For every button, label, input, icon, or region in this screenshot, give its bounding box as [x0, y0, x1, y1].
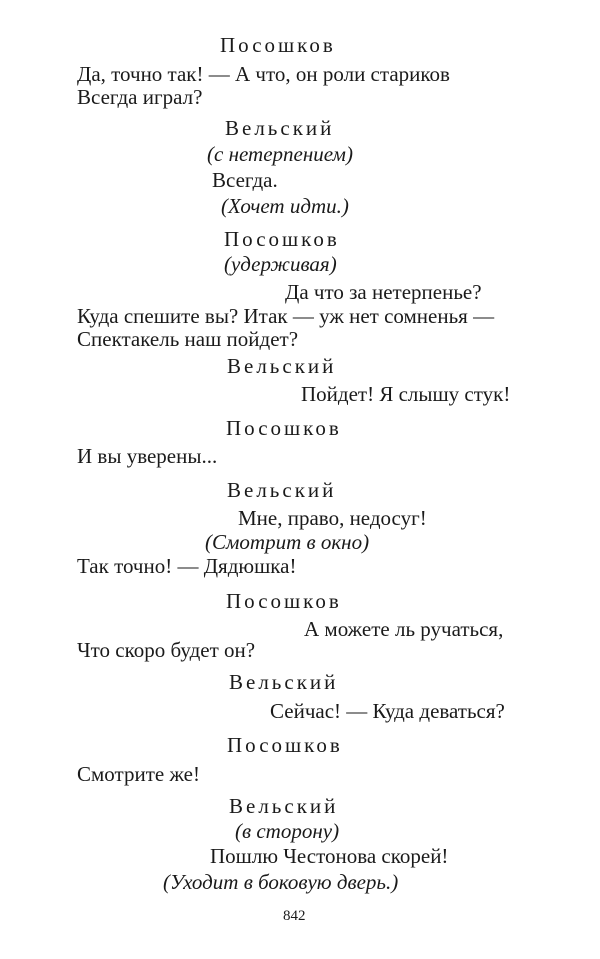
verse-line: Всегда.	[212, 168, 278, 192]
verse-line: И вы уверены...	[77, 444, 218, 468]
speaker-name: Посошков	[220, 33, 336, 57]
verse-line: Да, точно так! — А что, он роли стариков	[77, 62, 450, 86]
speaker-name: Вельский	[227, 354, 337, 378]
speaker-name: Вельский	[225, 116, 335, 140]
speaker-name: Вельский	[229, 794, 339, 818]
stage-direction: (Смотрит в окно)	[205, 530, 370, 554]
stage-direction: (с нетерпением)	[207, 142, 353, 166]
verse-line: Что скоро будет он?	[77, 638, 256, 662]
verse-line: Пошлю Честонова скорей!	[210, 844, 449, 868]
verse-line: А можете ль ручаться,	[304, 617, 504, 641]
stage-direction: (Уходит в боковую дверь.)	[163, 870, 399, 894]
stage-direction: (Хочет идти.)	[221, 194, 349, 218]
speaker-name: Посошков	[226, 416, 342, 440]
verse-line: Куда спешите вы? Итак — уж нет сомненья —	[77, 304, 495, 328]
verse-line: Пойдет! Я слышу стук!	[301, 382, 511, 406]
verse-line: Сейчас! — Куда деваться?	[270, 699, 505, 723]
verse-line: Смотрите же!	[77, 762, 200, 786]
verse-line: Да что за нетерпенье?	[285, 280, 482, 304]
speaker-name: Вельский	[227, 478, 337, 502]
speaker-name: Посошков	[227, 733, 343, 757]
speaker-name: Вельский	[229, 670, 339, 694]
verse-line: Мне, право, недосуг!	[238, 506, 427, 530]
verse-line: Спектакель наш пойдет?	[77, 327, 299, 351]
stage-direction: (удерживая)	[224, 252, 337, 276]
verse-line: Всегда играл?	[77, 85, 203, 109]
speaker-name: Посошков	[226, 589, 342, 613]
stage-direction: (в сторону)	[235, 819, 340, 843]
speaker-name: Посошков	[224, 227, 340, 251]
verse-line: Так точно! — Дядюшка!	[77, 554, 297, 578]
page-number: 842	[283, 908, 306, 924]
